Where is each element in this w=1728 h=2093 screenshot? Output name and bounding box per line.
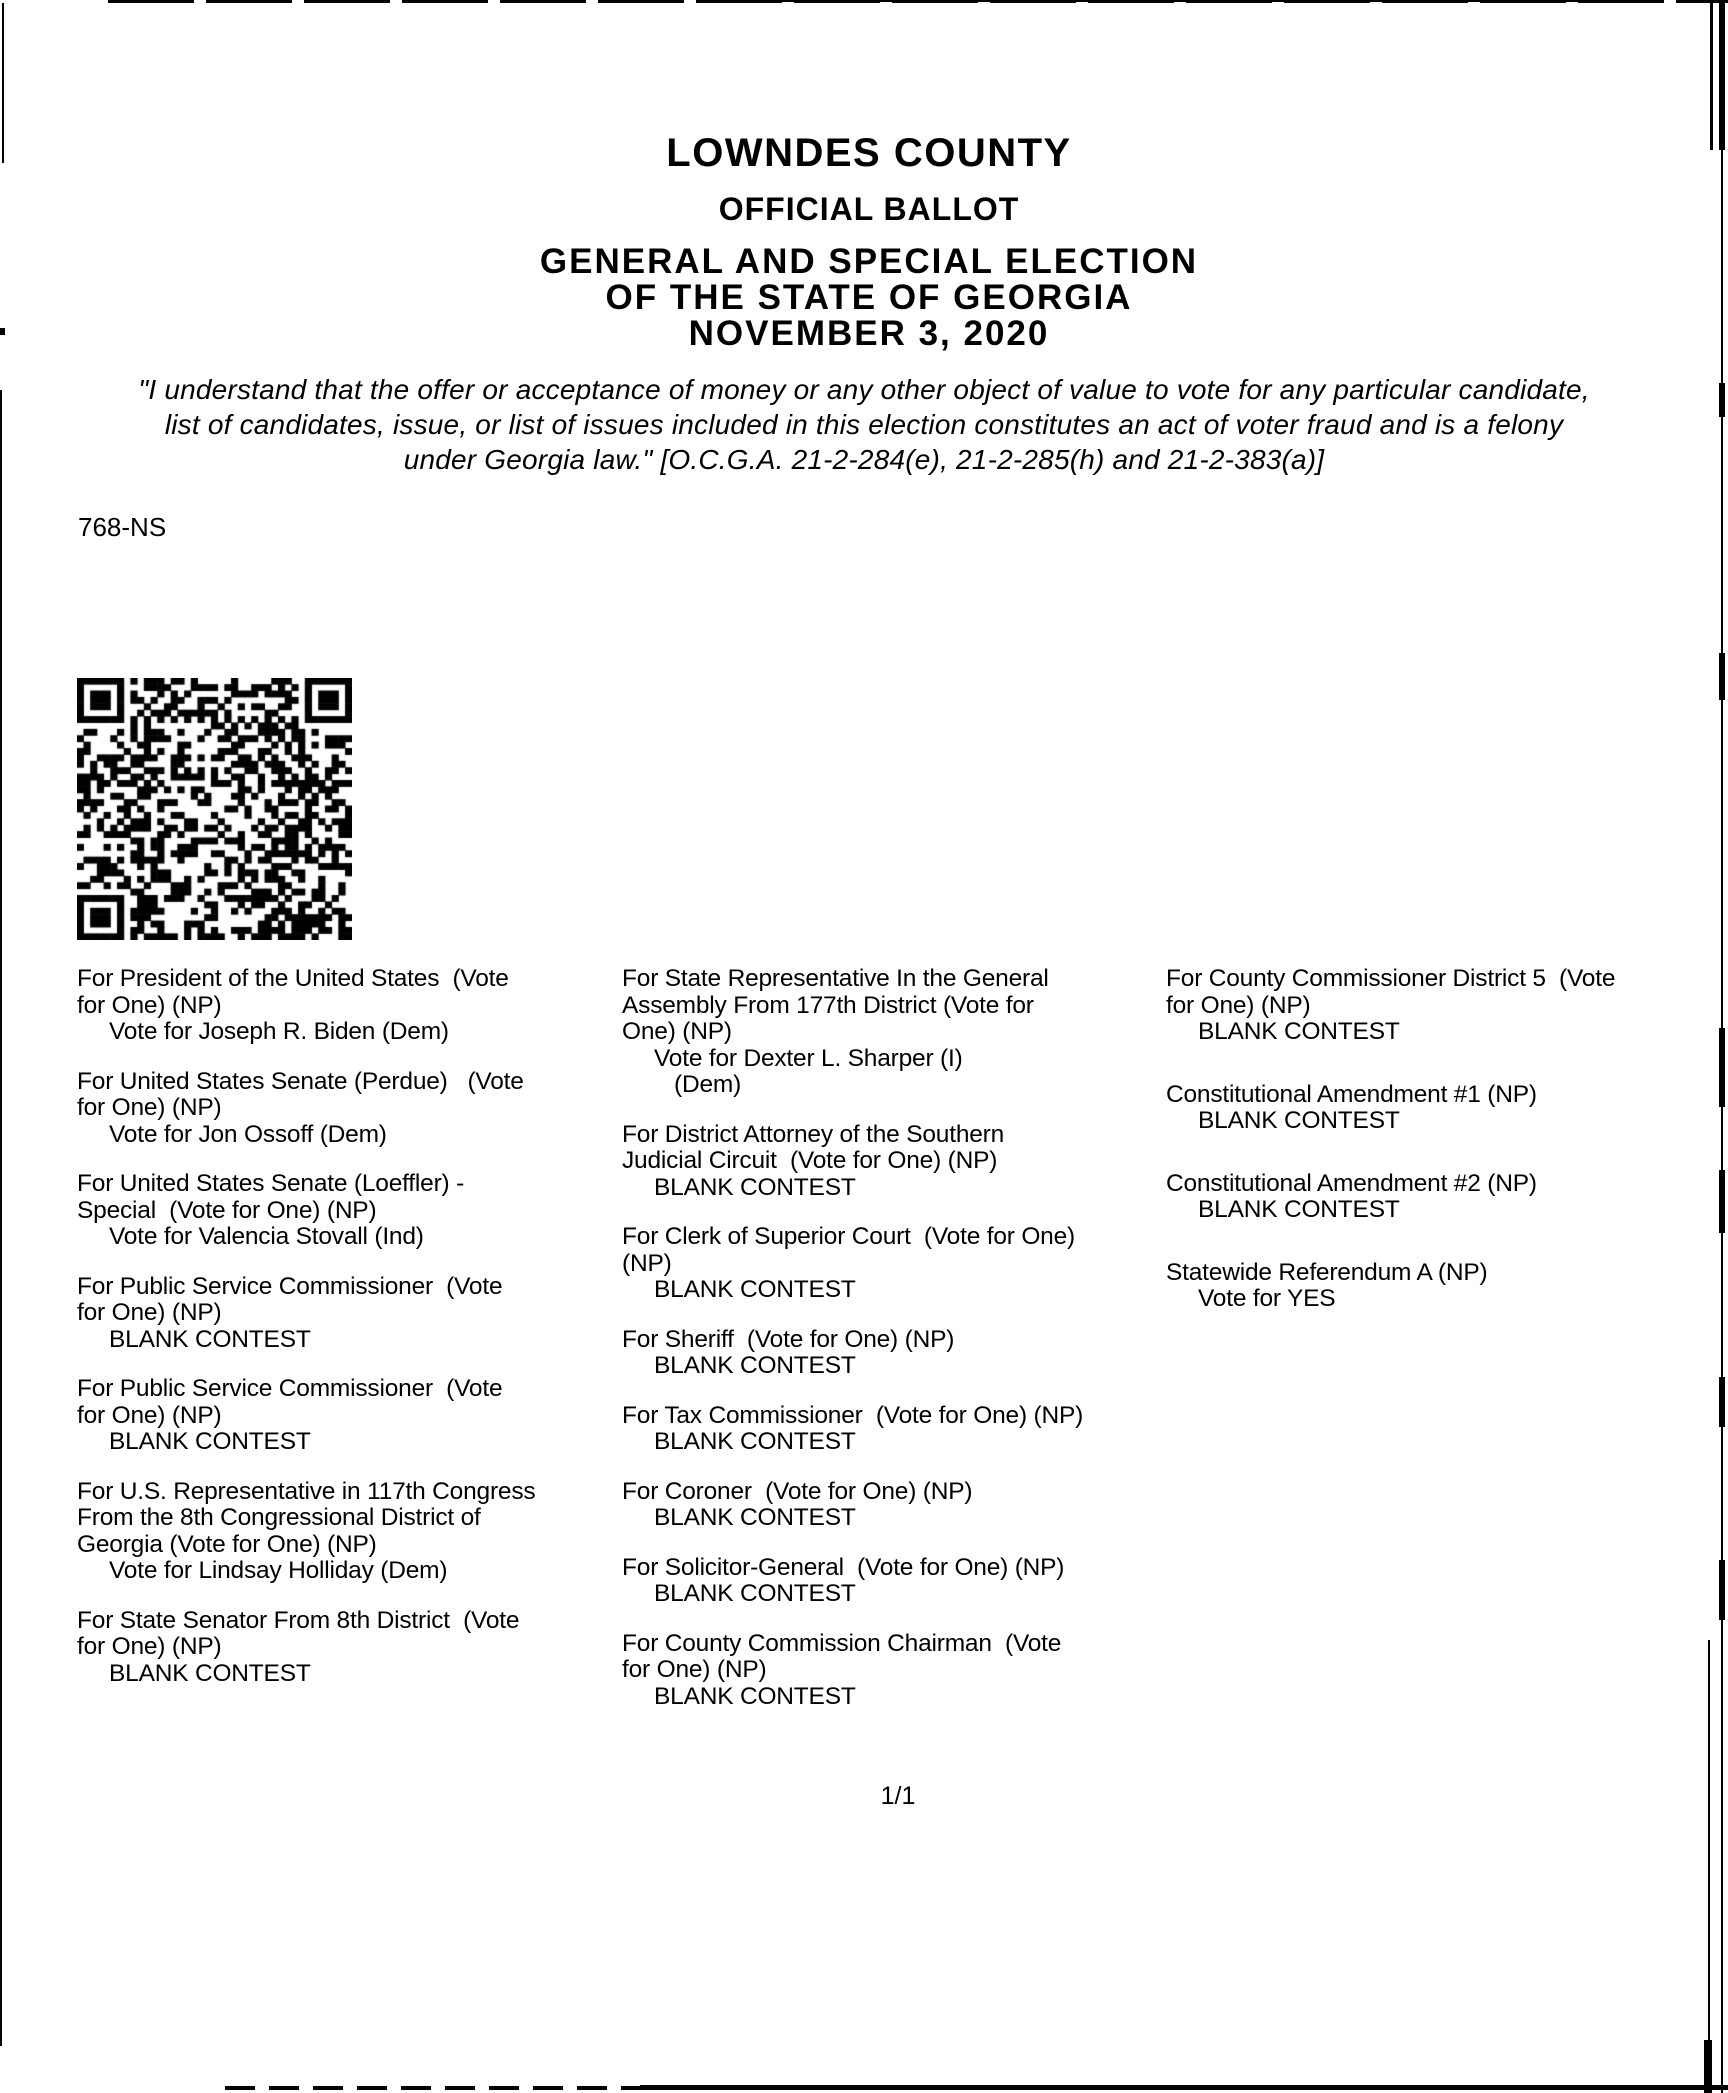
contest-title-line: Judicial Circuit (Vote for One) (NP) [622, 1147, 998, 1174]
contest-title-line: From the 8th Congressional District of [77, 1504, 481, 1531]
contest-result-line: (Dem) [674, 1071, 742, 1098]
contest-entry [622, 1224, 1162, 1304]
contest-entry [1166, 966, 1728, 1046]
contest-entry [622, 1479, 1162, 1532]
contest-title-line: For Clerk of Superior Court (Vote for One) [622, 1223, 1075, 1250]
contest-result-line: Vote for Jon Ossoff (Dem) [109, 1120, 387, 1148]
contest-result-line: BLANK CONTEST [654, 1173, 856, 1201]
ballot-style-number: 768-NS [78, 512, 167, 542]
contest-result-line: BLANK CONTEST [654, 1682, 856, 1710]
scan-artifact-right-edge [1719, 1560, 1725, 1620]
scan-artifact-bottom-edge [640, 2085, 1728, 2090]
contest-title-line: for One) (NP) [77, 1299, 222, 1326]
contest-title-line: for One) (NP) [622, 1656, 767, 1683]
contest-result-line: BLANK CONTEST [654, 1504, 856, 1531]
contest-entry [1166, 1260, 1728, 1313]
contest-title-line: For United States Senate (Loeffler) - [77, 1170, 465, 1197]
contest-title-line: Constitutional Amendment #1 (NP) [1166, 1080, 1537, 1108]
contest-title-line: for One) (NP) [77, 991, 222, 1019]
contest-title-line: For Public Service Commissioner (Vote [77, 1375, 503, 1402]
contest-entry [622, 1403, 1162, 1456]
fraud-disclaimer-line: list of candidates, issue, or list of issues included in this election constitutes an act of voter fraud and is a felony [164, 409, 1564, 440]
scan-artifact-top-edge [700, 0, 1608, 2]
contest-title-line: Constitutional Amendment #2 (NP) [1166, 1169, 1537, 1197]
contest-entry [622, 1327, 1162, 1380]
contest-column-3 [1166, 966, 1728, 1349]
county-title: LOWNDES COUNTY [666, 131, 1072, 175]
ballot-type-title: OFFICIAL BALLOT [718, 191, 1020, 227]
contest-result-line: Vote for YES [1198, 1285, 1336, 1312]
contest-title-line: Special (Vote for One) (NP) [77, 1196, 377, 1224]
page-number: 1/1 [880, 1782, 916, 1810]
contest-result-line: BLANK CONTEST [654, 1276, 856, 1303]
contest-title-line: For District Attorney of the Southern [622, 1120, 1005, 1148]
scan-artifact-right-edge [1704, 2040, 1712, 2093]
scan-artifact-right-edge [1719, 0, 1725, 150]
contest-title-line: Georgia (Vote for One) (NP) [77, 1530, 377, 1558]
contest-result-line: BLANK CONTEST [654, 1352, 856, 1379]
scan-artifact-bottom-edge [225, 2086, 655, 2090]
contest-title-line: for One) (NP) [77, 1633, 222, 1660]
contest-title-line: For Tax Commissioner (Vote for One) (NP) [622, 1401, 1084, 1429]
contest-title-line: For Solicitor-General (Vote for One) (NP) [622, 1553, 1065, 1581]
contest-title-line: For State Representative In the General [622, 965, 1049, 992]
contest-entry [77, 1274, 622, 1354]
contest-entry [77, 1608, 622, 1688]
contest-title-line: For Public Service Commissioner (Vote [77, 1272, 503, 1300]
contest-entry [77, 966, 622, 1046]
contest-title-line: For County Commissioner District 5 (Vote [1166, 965, 1616, 992]
contest-entry [622, 966, 1162, 1099]
contest-entry [622, 1631, 1162, 1711]
ballot-header [10, 130, 1728, 352]
fraud-disclaimer-line: "I understand that the offer or acceptance of money or any other object of value to vote for any particular candidate, [138, 374, 1590, 405]
scan-artifact-right-edge [1719, 1377, 1725, 1427]
contest-title-line: Statewide Referendum A (NP) [1166, 1258, 1488, 1286]
scan-artifact-left-edge [0, 328, 5, 335]
election-title-line: OF THE STATE OF GEORGIA [605, 278, 1133, 317]
contest-entry [622, 1122, 1162, 1202]
contest-result-line: BLANK CONTEST [654, 1580, 856, 1607]
contest-title-line: For Sheriff (Vote for One) (NP) [622, 1325, 955, 1353]
contest-title-line: (NP) [622, 1249, 672, 1277]
contest-entry [1166, 1082, 1728, 1135]
contest-entry [77, 1171, 622, 1251]
scan-artifact-right-edge [1710, 0, 1713, 150]
scan-artifact-left-edge [0, 390, 2, 2046]
contest-result-line: Vote for Joseph R. Biden (Dem) [109, 1018, 449, 1045]
contest-entry [1166, 1171, 1728, 1224]
contest-result-line: BLANK CONTEST [109, 1325, 311, 1353]
contest-entry [77, 1479, 622, 1585]
fraud-disclaimer [20, 372, 1708, 477]
contest-column-1 [77, 966, 622, 1710]
scan-artifact-right-edge [1719, 383, 1725, 417]
scan-artifact-left-edge [2, 3, 4, 163]
contest-title-line: For Coroner (Vote for One) (NP) [622, 1477, 973, 1505]
scan-artifact-right-edge [1708, 1640, 1710, 2093]
election-title-line: GENERAL AND SPECIAL ELECTION [539, 242, 1199, 281]
contest-title-line: For United States Senate (Perdue) (Vote [77, 1067, 524, 1095]
contest-entry [77, 1376, 622, 1456]
contest-column-2 [622, 966, 1162, 1733]
contest-result-line: BLANK CONTEST [109, 1428, 311, 1455]
contest-result-line: Vote for Dexter L. Sharper (I) [654, 1044, 963, 1072]
contest-title-line: For State Senator From 8th District (Vote [77, 1606, 520, 1634]
contest-title-line: for One) (NP) [1166, 991, 1311, 1019]
qr-code-icon [77, 678, 352, 940]
contest-title-line: Assembly From 177th District (Vote for [622, 991, 1034, 1019]
contest-result-line: BLANK CONTEST [654, 1428, 856, 1455]
contest-entry [77, 1069, 622, 1149]
contest-title-line: for One) (NP) [77, 1401, 222, 1429]
contest-result-line: BLANK CONTEST [1198, 1107, 1400, 1134]
contest-result-line: Vote for Valencia Stovall (Ind) [109, 1223, 424, 1250]
contest-title-line: One) (NP) [622, 1018, 732, 1045]
election-title [10, 244, 1728, 352]
scan-artifact-right-edge [1719, 653, 1725, 700]
contest-result-line: Vote for Lindsay Holliday (Dem) [109, 1557, 448, 1584]
contest-title-line: for One) (NP) [77, 1094, 222, 1121]
contest-result-line: BLANK CONTEST [1198, 1196, 1400, 1223]
contest-title-line: For President of the United States (Vote [77, 965, 509, 992]
contest-title-line: For County Commission Chairman (Vote [622, 1629, 1062, 1657]
contest-entry [622, 1555, 1162, 1608]
contest-title-line: For U.S. Representative in 117th Congress [77, 1477, 536, 1505]
fraud-disclaimer-line: under Georgia law." [O.C.G.A. 21-2-284(e), 21-2-285(h) and 21-2-383(a)] [403, 444, 1325, 475]
election-title-line: NOVEMBER 3, 2020 [688, 314, 1050, 353]
contest-result-line: BLANK CONTEST [1198, 1018, 1400, 1045]
contest-result-line: BLANK CONTEST [109, 1659, 311, 1687]
